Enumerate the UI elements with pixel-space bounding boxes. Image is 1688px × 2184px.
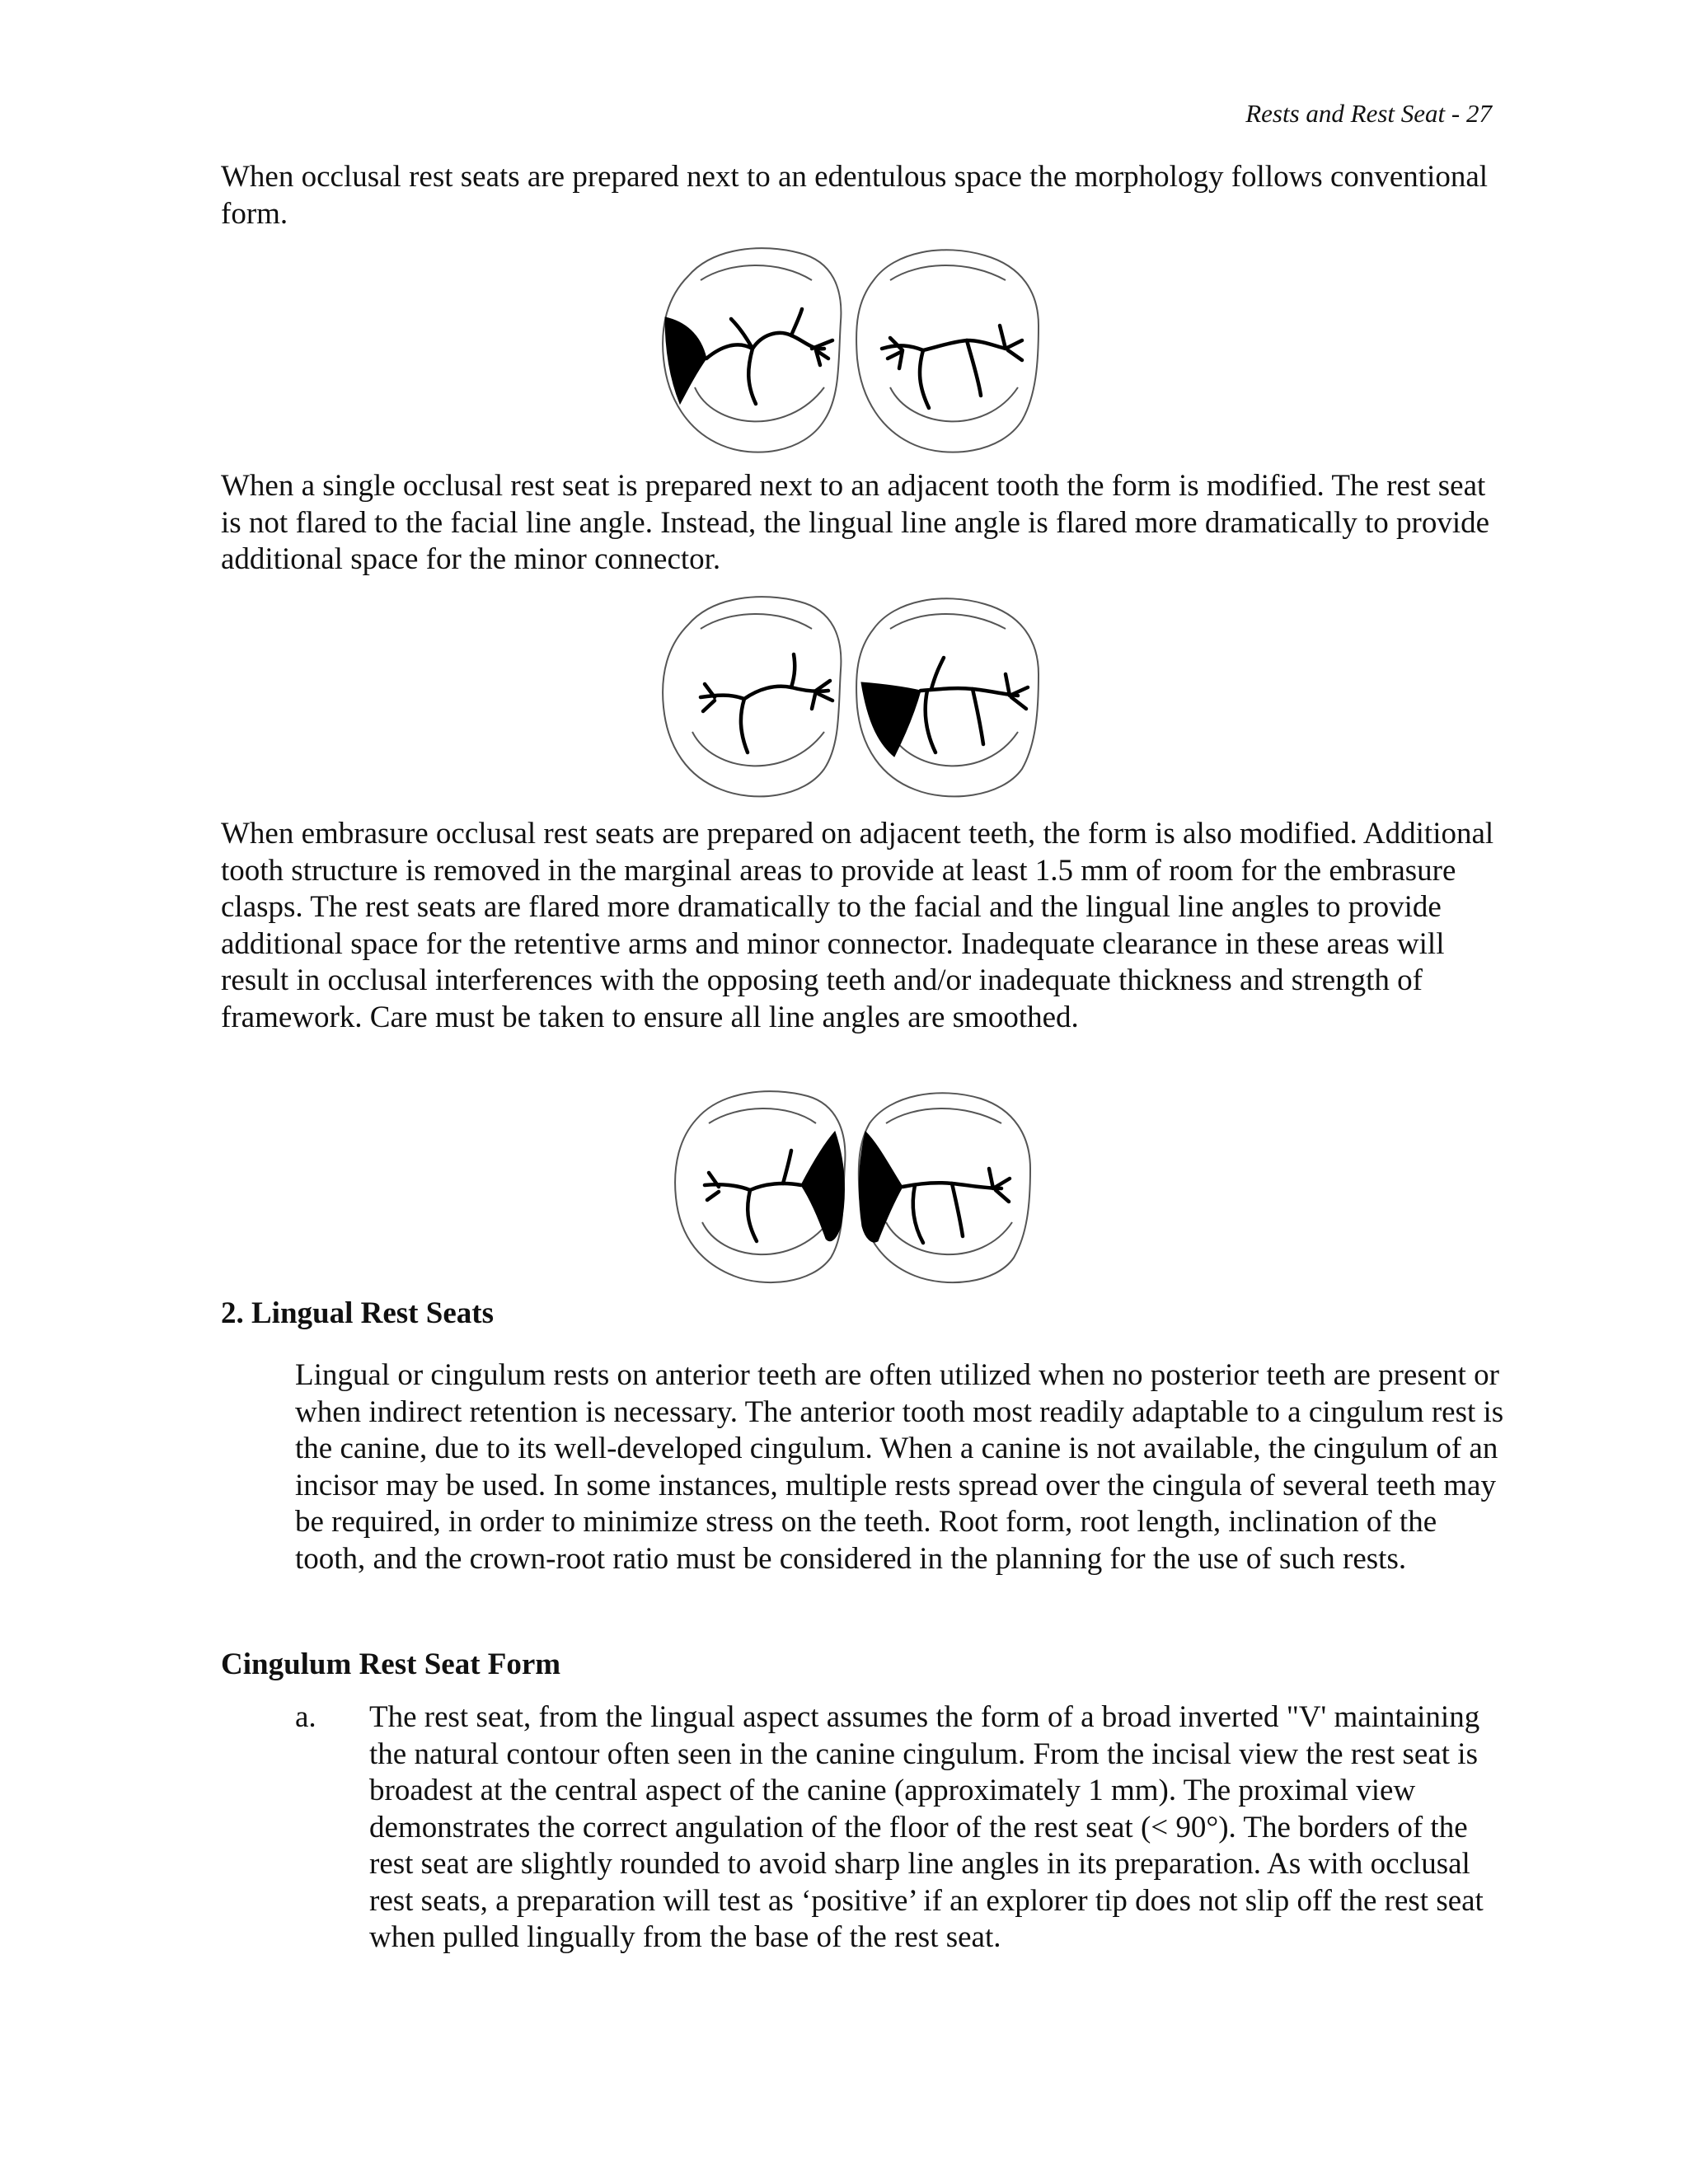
list-item-text: The rest seat, from the lingual aspect assumes the form of a broad inverted "V' maintaining the natural contour often seen in the canine cingulum. From the incisal view the rest seat is broadest at the central aspect of the canine (approximately 1 mm). The proximal view demonstrates the correct angulation of the floor of the rest seat (< 90°). The borders of the rest seat are slightly rounded to avoid sharp line angles in its preparation. As with occlusal rest seats, a preparation will test as ‘positive’ if an explorer tip does not slip off the rest seat when pulled lingually from the base of the rest seat. bbox=[369, 1700, 1484, 1954]
tooth-left bbox=[663, 597, 841, 796]
section-heading-lingual-rest-seats: 2. Lingual Rest Seats bbox=[221, 1296, 494, 1330]
section-heading-cingulum-rest-seat-form: Cingulum Rest Seat Form bbox=[221, 1647, 561, 1681]
figure-embrasure-rest-seats bbox=[668, 1086, 1043, 1288]
paragraph-lingual-rest-seats: Lingual or cingulum rests on anterior teeth are often utilized when no posterior teeth are present or when indirect retention is necessary. The anterior tooth most readily adaptable to a cingulum rest is the canine, due to its well-developed cingulum. When a canine is not available, the cingulum of an incisor may be used. In some instances, multiple rests spread over the cingula of several teeth may be required, in order to minimize stress on the teeth. Root form, root length, inclination of the tooth, and the crown-root ratio must be considered in the planning for the use of such rests. bbox=[295, 1358, 1504, 1576]
list-item-marker: a. bbox=[295, 1700, 316, 1734]
tooth-left bbox=[663, 248, 841, 452]
figure-single-adjacent-rest-seat bbox=[655, 592, 1051, 803]
paragraph-single-adjacent: When a single occlusal rest seat is prepared next to an adjacent tooth the form is modified. The rest seat is not flared to the facial line angle. Instead, the lingual line angle is flared more dramatically to provide additional space for the minor connector. bbox=[221, 469, 1490, 576]
paragraph-edentulous: When occlusal rest seats are prepared next to an edentulous space the morphology follows conventional form. bbox=[221, 160, 1489, 231]
tooth-right bbox=[859, 1093, 1030, 1282]
tooth-left bbox=[675, 1091, 845, 1282]
tooth-right bbox=[856, 250, 1039, 452]
paragraph-embrasure: When embrasure occlusal rest seats are prepared on adjacent teeth, the form is also modified. Additional tooth structure is removed in the marginal areas to provide at least 1.5 mm of room for the embrasure clasps. The rest seats are flared more dramatically to the facial and the lingual line angles to provide additional space for the retentive arms and minor connector. Inadequate clearance in these areas will result in occlusal interferences with the opposing teeth and/or inadequate thickness and strength of framework. Care must be taken to ensure all line angles are smoothed. bbox=[221, 817, 1494, 1034]
running-header: Rests and Rest Seat - 27 bbox=[1245, 99, 1492, 128]
tooth-right bbox=[856, 598, 1039, 796]
figure-edentulous-rest-seat bbox=[655, 243, 1051, 459]
